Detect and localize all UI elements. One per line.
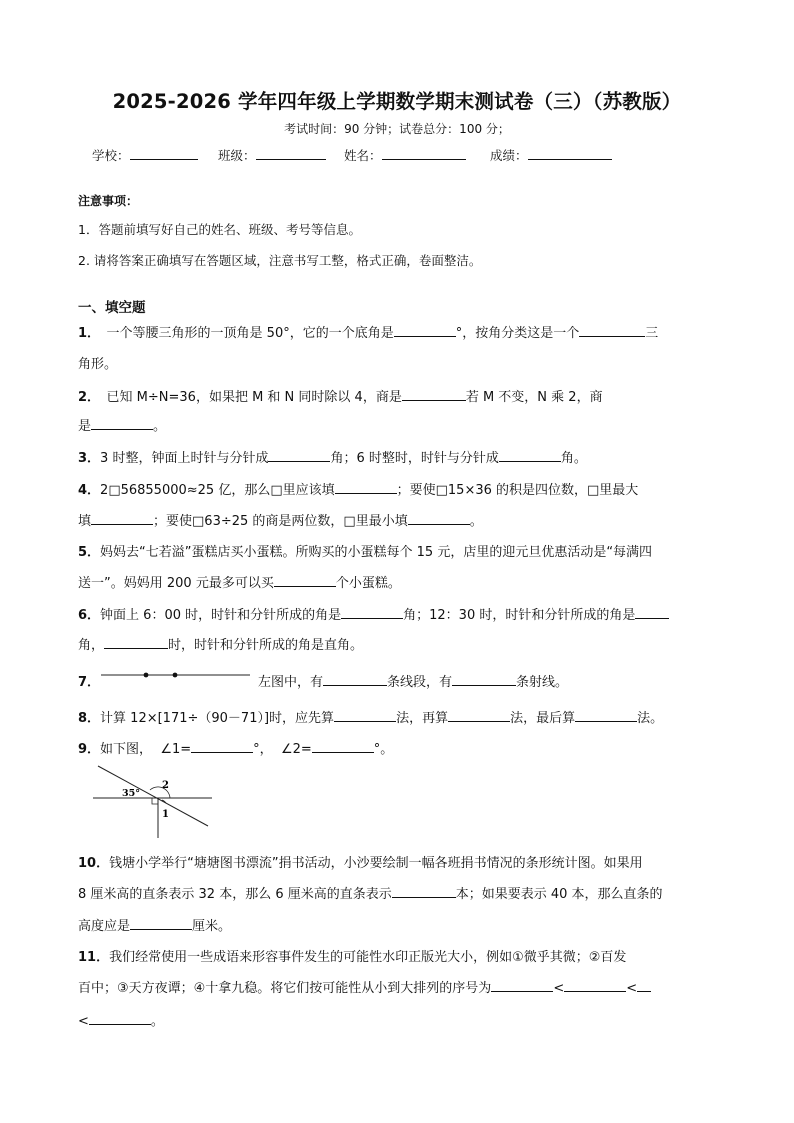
notes-heading: 注意事项： [78,194,139,208]
answer-blank[interactable] [452,671,516,686]
answer-blank[interactable] [191,738,253,753]
question-2 [78,386,603,405]
question-text: 如下图， [100,742,153,757]
note-item: 1．答题前填写好自己的姓名、班级、考号等信息。 [78,222,361,237]
answer-blank[interactable] [323,671,387,686]
question-text: 角， [78,638,105,653]
question-number: 1． [78,326,94,341]
note-item: 2. 请将答案正确填写在答题区域，注意书写工整，格式正确，卷面整洁。 [78,253,482,268]
answer-blank[interactable] [392,883,456,898]
question-text: 百中；③天方夜谭；④十拿九稳。将它们按可能性从小到大排列的序号为 [78,981,492,996]
question-text: 已知 M÷N=36，如果把 M 和 N 同时除以 4，商是 [93,390,402,405]
name-blank[interactable] [382,146,466,160]
answer-blank[interactable] [335,479,397,494]
question-9 [78,738,393,757]
question-text: 8 厘米高的直条表示 32 本，那么 6 厘米高的直条表示 [78,887,392,902]
name-label: 姓名： [344,148,382,163]
answer-blank[interactable] [89,1010,151,1025]
question-3 [78,447,587,466]
answer-blank[interactable] [637,977,651,992]
question-text: 个小蛋糕。 [335,576,401,591]
question-text: 法，再算 [396,711,449,726]
question-text: 左图中，有 [258,675,324,690]
question-11-cont [78,977,651,996]
question-number: 4． [78,483,101,498]
question-5 [78,541,652,560]
question-text: 钟面上 6：00 时，时针和分针所成的角是 [100,608,342,623]
question-number: 11． [78,950,110,965]
question-10-cont2 [78,915,231,934]
answer-blank[interactable] [564,977,626,992]
question-text: 钱塘小学举行“塘塘图书漂流”捐书活动，小沙要绘制一幅各班捐书情况的条形统计图。如果用 [109,856,643,871]
name-field[interactable] [344,146,466,164]
answer-blank[interactable] [448,707,510,722]
question-10 [78,852,643,871]
question-11 [78,946,626,965]
point-dot [144,673,149,678]
question-number: 2． [78,390,94,405]
question-text: 。 [150,1014,164,1029]
question-text: < [78,1014,89,1029]
answer-blank[interactable] [341,604,403,619]
answer-blank[interactable] [575,707,637,722]
question-text: ；要使□63÷25 的商是两位数，□里最小填 [153,514,408,529]
question-text: 本；如果要表示 40 本，那么直条的 [455,887,663,902]
question-text: ∠2= [280,742,312,757]
answer-blank[interactable] [91,415,153,430]
answer-blank[interactable] [491,977,553,992]
question-text: 我们经常使用一些成语来形容事件发生的可能性水印正版光大小，例如 [109,950,513,965]
question-text: °。 [373,742,394,757]
question-6 [78,604,669,623]
question-1 [78,322,658,341]
question-text: °，按角分类这是一个 [455,326,580,341]
question-text: < [626,981,638,996]
question-text: < [553,981,565,996]
answer-blank[interactable] [579,322,645,337]
exam-subtitle: 考试时间：90 分钟；试卷总分：100 分； [284,122,510,136]
answer-blank[interactable] [499,447,561,462]
question-text: 计算 12×[171÷（90－71）]时，应先算 [100,711,335,726]
answer-blank[interactable] [91,510,153,525]
question-text: 法。 [637,711,664,726]
class-field[interactable] [218,146,326,164]
question-4 [78,479,638,498]
question-text: ∠1= [160,742,192,757]
answer-blank[interactable] [104,634,168,649]
exam-title: 2025-2026 学年四年级上学期数学期末测试卷（三）（苏教版） [112,90,682,113]
question-7-text [258,671,568,690]
question-text: 送一”。妈妈用 200 元最多可以买 [78,576,274,591]
question-text: ①微乎其微；②百发 [512,950,627,965]
question-text: 妈妈去“七若溢”蛋糕店买小蛋糕。所购买的小蛋糕每个 15 元，店里的迎元旦优惠活动是“每满四 [100,545,653,560]
answer-blank[interactable] [274,572,336,587]
question-text: 角。 [560,451,587,466]
question-number: 7． [78,675,101,690]
point-dot [173,673,178,678]
question-text: 是 [78,419,92,434]
question-4-cont [78,510,483,529]
school-blank[interactable] [130,146,198,160]
question-number: 5． [78,545,101,560]
question-text: 时，时针和分针所成的角是直角。 [168,638,364,653]
question-5-cont [78,572,401,591]
right-angle-mark [152,798,158,804]
question-text: 高度应是 [78,919,131,934]
question-text: °， [253,742,273,757]
score-blank[interactable] [528,146,612,160]
question-number: 3． [78,451,101,466]
section-heading: 一、填空题 [78,300,146,316]
score-label: 成绩： [490,148,528,163]
question-text: 一个等腰三角形的一顶角是 50°，它的一个底角是 [93,326,394,341]
class-blank[interactable] [256,146,326,160]
question-7 [78,671,100,690]
question-text: 填 [78,514,92,529]
angle-label-1: 1 [162,809,169,820]
question-6-cont [78,634,363,653]
question-text: 3 时整，钟面上时针与分针成 [100,451,269,466]
school-label: 学校： [92,148,130,163]
question-number: 9． [78,742,101,757]
answer-blank[interactable] [635,604,669,619]
answer-blank[interactable] [394,322,456,337]
question-11-cont2 [78,1010,164,1029]
question-text: 条射线。 [516,675,569,690]
answer-blank[interactable] [334,707,396,722]
angle-label-35: 35° [122,788,140,799]
answer-blank[interactable] [402,386,466,401]
question-1-cont: 角形。 [78,357,118,372]
angle-label-2: 2 [162,780,169,791]
line-figure [100,668,252,682]
answer-blank[interactable] [130,915,192,930]
school-field[interactable] [92,146,198,164]
question-number: 10． [78,856,110,871]
question-text: 条线段，有 [387,675,453,690]
question-text: 。 [469,514,483,529]
question-text: 角；12：30 时，时针和分针所成的角是 [403,608,636,623]
answer-blank[interactable] [268,447,330,462]
question-text: 法，最后算 [510,711,576,726]
class-label: 班级： [218,148,256,163]
answer-blank[interactable] [408,510,470,525]
question-text: 。 [153,419,167,434]
question-8 [78,707,663,726]
angle-figure [90,762,215,840]
question-text: 三 [645,326,659,341]
question-text: 角；6 时整时，时针与分针成 [330,451,499,466]
question-2-cont [78,415,166,434]
question-number: 8． [78,711,101,726]
question-text: ；要使□15×36 的积是四位数，□里最大 [396,483,639,498]
question-number: 6． [78,608,101,623]
question-text: 若 M 不变，N 乘 2，商 [465,390,603,405]
question-text: 厘米。 [192,919,232,934]
answer-blank[interactable] [312,738,374,753]
question-10-cont [78,883,663,902]
score-field[interactable] [490,146,612,164]
question-text: 2□56855000≈25 亿，那么□里应该填 [100,483,335,498]
slanted-line [98,766,208,826]
